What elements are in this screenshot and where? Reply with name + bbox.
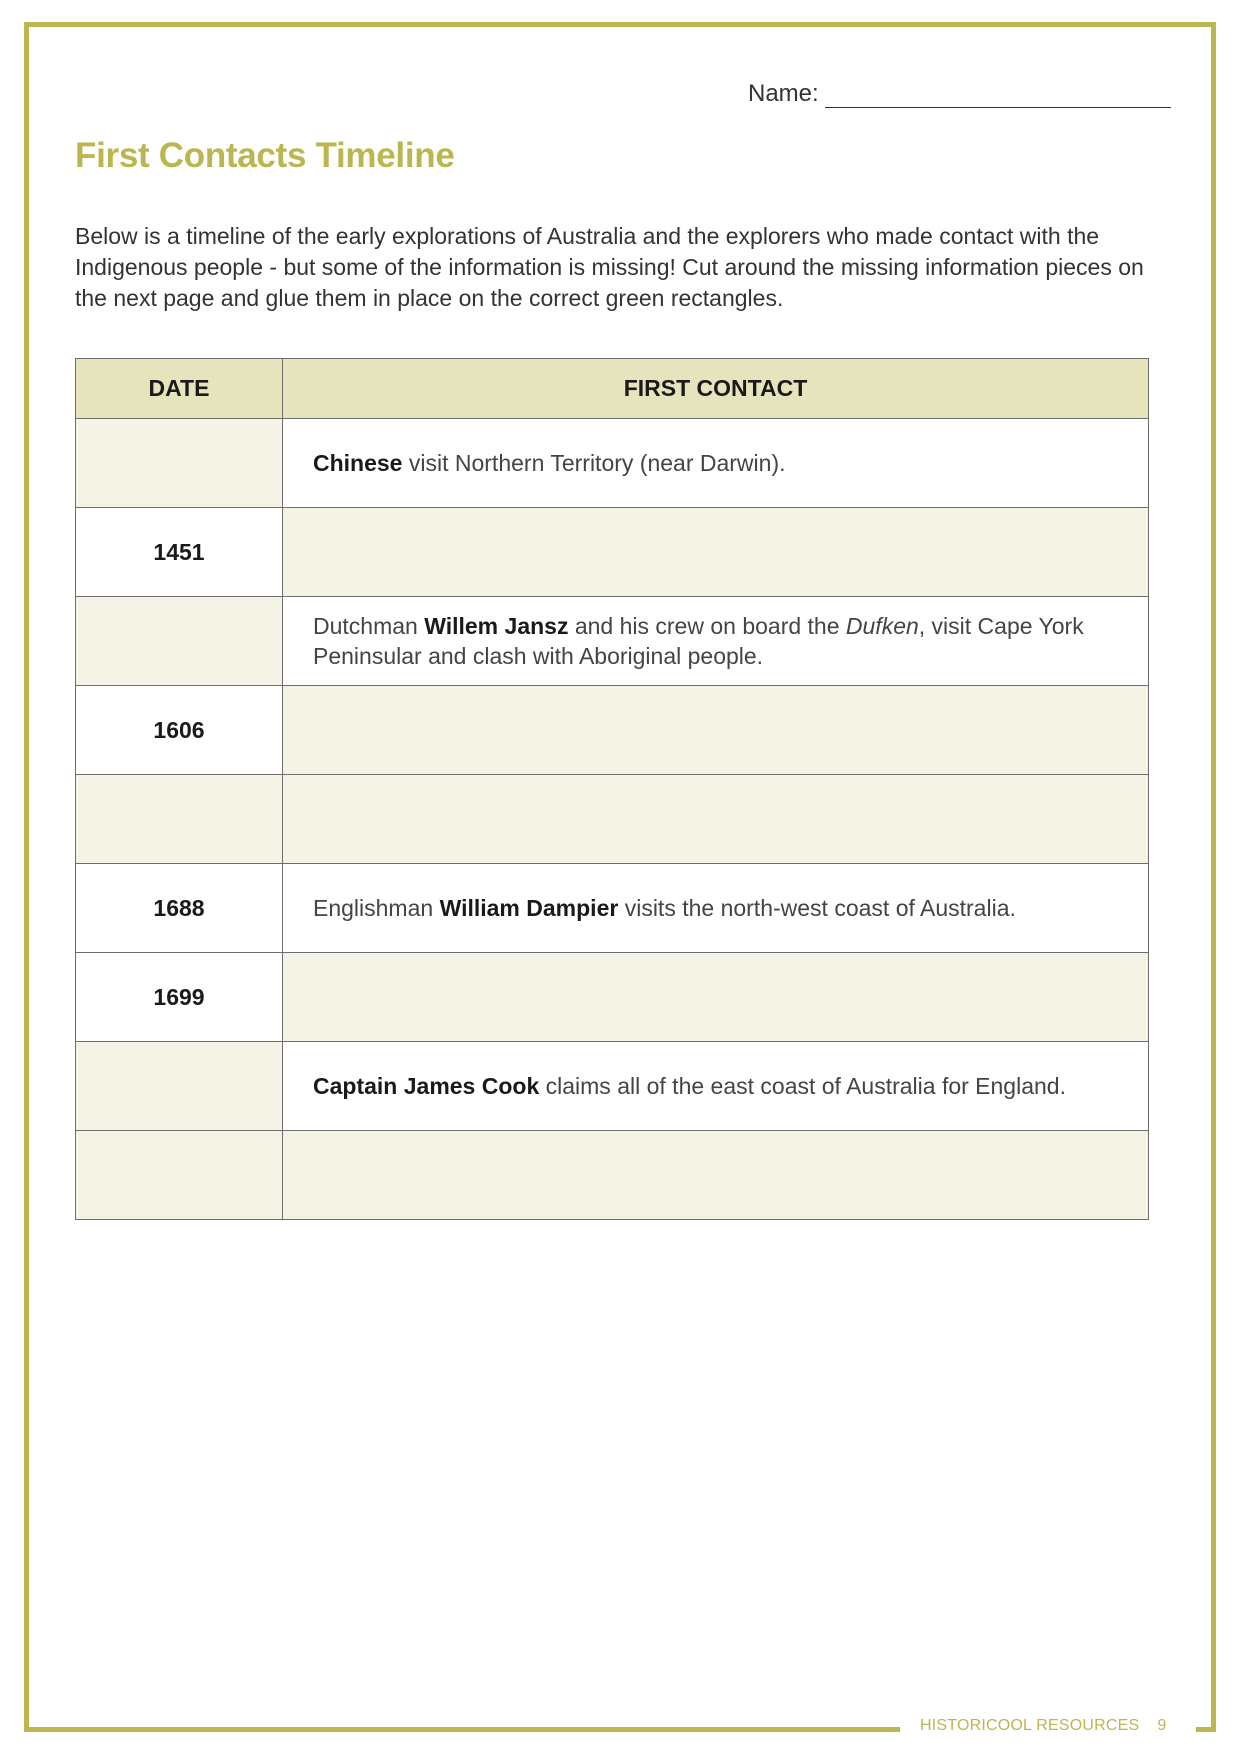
- date-cell-blank[interactable]: [76, 419, 283, 508]
- column-header-date: DATE: [76, 359, 283, 419]
- event-text: visits the north-west coast of Australia.: [618, 895, 1016, 921]
- event-text: , visit Cape York Peninsular and clash with Aboriginal people.: [313, 613, 1084, 669]
- page-title: First Contacts Timeline: [75, 136, 455, 175]
- page-border-right: [1211, 22, 1216, 1732]
- table-row: [76, 508, 1149, 597]
- page-border-bottom: [24, 1727, 900, 1732]
- event-cell: [283, 419, 1149, 508]
- table-row: [76, 775, 1149, 864]
- date-cell-blank[interactable]: [76, 1042, 283, 1131]
- event-text: Dutchman: [313, 613, 425, 639]
- table-row: [76, 953, 1149, 1042]
- date-cell: 1699: [76, 953, 283, 1042]
- table-row: [76, 864, 1149, 953]
- page-number: 9: [1157, 1717, 1167, 1734]
- event-cell-blank[interactable]: [283, 953, 1149, 1042]
- table-header-row: [76, 359, 1149, 419]
- date-cell: 1451: [76, 508, 283, 597]
- name-blank-line[interactable]: [825, 83, 1171, 108]
- date-cell-blank[interactable]: [76, 775, 283, 864]
- event-text: claims all of the east coast of Australia for England.: [539, 1073, 1066, 1099]
- table-row: [76, 597, 1149, 686]
- table-row: [76, 1042, 1149, 1131]
- footer-brand: HISTORICOOL RESOURCES: [920, 1717, 1140, 1734]
- event-name: Chinese: [313, 450, 403, 476]
- event-name: Willem Jansz: [424, 613, 569, 639]
- table-row: [76, 419, 1149, 508]
- event-name: Captain James Cook: [313, 1073, 540, 1099]
- timeline-table: [75, 358, 1149, 1220]
- event-name: William Dampier: [439, 895, 619, 921]
- event-cell: [283, 597, 1149, 686]
- table-row: [76, 686, 1149, 775]
- event-text: visit Northern Territory (near Darwin).: [402, 450, 786, 476]
- table-row: [76, 1131, 1149, 1220]
- date-cell-blank[interactable]: [76, 1131, 283, 1220]
- date-cell: 1606: [76, 686, 283, 775]
- page-border-left: [24, 22, 29, 1732]
- page-footer: [920, 1717, 1166, 1735]
- page-border-top: [24, 22, 1216, 27]
- column-header-first-contact: FIRST CONTACT: [283, 359, 1149, 419]
- event-text: and his crew on board the: [568, 613, 846, 639]
- event-cell-blank[interactable]: [283, 1131, 1149, 1220]
- name-field: [748, 80, 1171, 108]
- event-cell-blank[interactable]: [283, 508, 1149, 597]
- date-cell: 1688: [76, 864, 283, 953]
- page-border-bottom-end: [1196, 1727, 1216, 1732]
- instructions: Below is a timeline of the early explorations of Australia and the explorers who made contact with the Indigenous people - but some of the information is missing! Cut around the missing information pieces on the next page and glue them in place on the correct green rectangles.: [75, 223, 1144, 311]
- name-label: Name:: [748, 80, 819, 107]
- event-cell-blank[interactable]: [283, 686, 1149, 775]
- event-cell: [283, 864, 1149, 953]
- event-cell: [283, 1042, 1149, 1131]
- ship-name: Dufken: [845, 613, 919, 639]
- event-cell-blank[interactable]: [283, 775, 1149, 864]
- event-text: Englishman: [313, 895, 440, 921]
- date-cell-blank[interactable]: [76, 597, 283, 686]
